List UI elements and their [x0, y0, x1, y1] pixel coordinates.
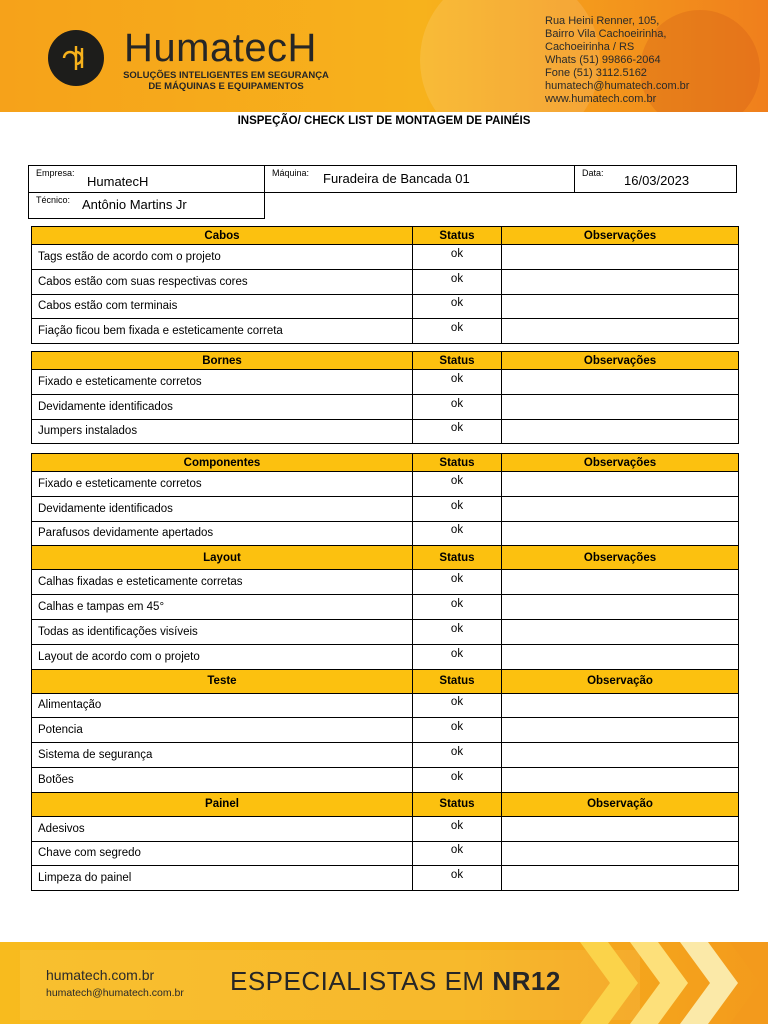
table-bornes: [31, 351, 739, 444]
observacao-cell[interactable]: [502, 570, 739, 595]
section-title: Teste: [32, 669, 413, 693]
data-label: Data:: [582, 168, 604, 178]
observacao-cell[interactable]: [502, 370, 739, 395]
item-label: Botões: [32, 767, 413, 792]
observacao-cell[interactable]: [502, 718, 739, 743]
status-cell[interactable]: ok: [413, 816, 502, 841]
empresa-field: [28, 165, 265, 193]
status-cell[interactable]: ok: [413, 866, 502, 891]
observacao-cell[interactable]: [502, 496, 739, 521]
status-cell[interactable]: ok: [413, 394, 502, 419]
observacao-cell[interactable]: [502, 319, 739, 344]
table-row: [32, 419, 739, 444]
status-cell[interactable]: ok: [413, 570, 502, 595]
table-header: [32, 792, 739, 816]
data-field: [574, 165, 737, 193]
table-row: [32, 718, 739, 743]
table-row: [32, 767, 739, 792]
status-cell[interactable]: ok: [413, 294, 502, 319]
status-header: Status: [413, 546, 502, 570]
item-label: Calhas fixadas e esteticamente corretas: [32, 570, 413, 595]
status-cell[interactable]: ok: [413, 693, 502, 718]
observacao-cell[interactable]: [502, 743, 739, 768]
table-componentes: [31, 453, 739, 891]
item-label: Layout de acordo com o projeto: [32, 644, 413, 669]
footer-banner: [0, 942, 768, 1024]
observacao-cell[interactable]: [502, 866, 739, 891]
status-header: Status: [413, 352, 502, 370]
maquina-label: Máquina:: [272, 168, 310, 178]
item-label: Fixado e esteticamente corretos: [32, 370, 413, 395]
observacao-cell[interactable]: [502, 644, 739, 669]
status-cell[interactable]: ok: [413, 419, 502, 444]
status-cell[interactable]: ok: [413, 521, 502, 546]
empresa-label: Empresa:: [36, 168, 75, 178]
table-cabos: [31, 226, 739, 344]
observacoes-header: Observações: [502, 352, 739, 370]
status-cell[interactable]: ok: [413, 319, 502, 344]
contact-line: Fone (51) 3112.5162: [545, 67, 647, 79]
table-row: [32, 245, 739, 270]
status-cell[interactable]: ok: [413, 767, 502, 792]
table-row: [32, 816, 739, 841]
data-value: 16/03/2023: [624, 173, 690, 188]
status-cell[interactable]: ok: [413, 472, 502, 497]
status-cell[interactable]: ok: [413, 743, 502, 768]
table-header: [32, 352, 739, 370]
observacao-cell[interactable]: [502, 619, 739, 644]
item-label: Fixado e esteticamente corretos: [32, 472, 413, 497]
contact-line: Whats (51) 99866-2064: [545, 54, 661, 66]
slogan-bold: NR12: [492, 966, 561, 996]
contact-email[interactable]: humatech@humatech.com.br: [545, 80, 690, 92]
table-row: [32, 319, 739, 344]
item-label: Chave com segredo: [32, 841, 413, 866]
observacao-cell[interactable]: [502, 269, 739, 294]
maquina-field: [264, 165, 575, 193]
brand-tagline: [121, 70, 331, 92]
status-cell[interactable]: ok: [413, 245, 502, 270]
tagline-line: DE MÁQUINAS E EQUIPAMENTOS: [148, 81, 304, 92]
table-row: [32, 570, 739, 595]
tecnico-field: [28, 192, 265, 219]
observacoes-header: Observações: [502, 227, 739, 245]
document-title: INSPEÇÃO/ CHECK LIST DE MONTAGEM DE PAINÉIS: [237, 115, 531, 127]
table-row: [32, 693, 739, 718]
item-label: Devidamente identificados: [32, 394, 413, 419]
observacao-cell[interactable]: [502, 245, 739, 270]
observacao-cell[interactable]: [502, 816, 739, 841]
status-header: Status: [413, 669, 502, 693]
table-row: [32, 521, 739, 546]
status-cell[interactable]: ok: [413, 841, 502, 866]
table-header: [32, 669, 739, 693]
item-label: Cabos estão com terminais: [32, 294, 413, 319]
status-header: Status: [413, 227, 502, 245]
observacao-cell[interactable]: [502, 767, 739, 792]
section-title: Bornes: [32, 352, 413, 370]
observacao-cell[interactable]: [502, 472, 739, 497]
brand-name: HumatecH: [124, 26, 317, 70]
table-row: [32, 644, 739, 669]
contact-line: Bairro Vila Cachoeirinha,: [545, 28, 667, 40]
empresa-value: HumatecH: [87, 174, 149, 189]
item-label: Fiação ficou bem fixada e esteticamente correta: [32, 319, 413, 344]
observacao-cell[interactable]: [502, 521, 739, 546]
status-cell[interactable]: ok: [413, 496, 502, 521]
observacoes-header: Observações: [502, 546, 739, 570]
status-cell[interactable]: ok: [413, 269, 502, 294]
section-title: Painel: [32, 792, 413, 816]
footer-slogan: [230, 966, 561, 997]
observacao-cell[interactable]: [502, 419, 739, 444]
table-header: [32, 227, 739, 245]
table-row: [32, 472, 739, 497]
slogan-prefix: ESPECIALISTAS EM: [230, 966, 493, 996]
contact-line: Rua Heini Renner, 105,: [545, 15, 660, 27]
humatech-logo-icon: [48, 30, 104, 86]
observacao-cell[interactable]: [502, 394, 739, 419]
contact-website[interactable]: www.humatech.com.br: [545, 93, 657, 105]
table-row: [32, 743, 739, 768]
item-label: Jumpers instalados: [32, 419, 413, 444]
status-cell[interactable]: ok: [413, 370, 502, 395]
contact-block: [545, 15, 689, 106]
table-row: [32, 595, 739, 620]
footer-website[interactable]: humatech.com.br: [46, 967, 155, 983]
table-row: [32, 619, 739, 644]
footer-email[interactable]: humatech@humatech.com.br: [46, 987, 184, 999]
item-label: Devidamente identificados: [32, 496, 413, 521]
item-label: Parafusos devidamente apertados: [32, 521, 413, 546]
table-row: [32, 841, 739, 866]
status-cell[interactable]: ok: [413, 595, 502, 620]
table-row: [32, 294, 739, 319]
observacao-cell[interactable]: [502, 294, 739, 319]
item-label: Alimentação: [32, 693, 413, 718]
status-cell[interactable]: ok: [413, 619, 502, 644]
item-label: Cabos estão com suas respectivas cores: [32, 269, 413, 294]
section-title: Componentes: [32, 454, 413, 472]
item-label: Adesivos: [32, 816, 413, 841]
table-row: [32, 496, 739, 521]
status-cell[interactable]: ok: [413, 718, 502, 743]
observacoes-header: Observação: [502, 669, 739, 693]
item-label: Calhas e tampas em 45°: [32, 595, 413, 620]
header-banner: [0, 0, 768, 112]
table-row: [32, 370, 739, 395]
status-header: Status: [413, 792, 502, 816]
item-label: Tags estão de acordo com o projeto: [32, 245, 413, 270]
contact-line: Cachoeirinha / RS: [545, 41, 635, 53]
tecnico-value: Antônio Martins Jr: [82, 197, 187, 212]
status-header: Status: [413, 454, 502, 472]
item-label: Limpeza do painel: [32, 866, 413, 891]
section-title: Cabos: [32, 227, 413, 245]
table-header: [32, 546, 739, 570]
chevron-arrows-icon: [580, 942, 768, 1024]
maquina-value: Furadeira de Bancada 01: [323, 171, 470, 186]
table-row: [32, 866, 739, 891]
item-label: Potencia: [32, 718, 413, 743]
observacao-cell[interactable]: [502, 595, 739, 620]
status-cell[interactable]: ok: [413, 644, 502, 669]
observacao-cell[interactable]: [502, 841, 739, 866]
observacoes-header: Observação: [502, 792, 739, 816]
item-label: Sistema de segurança: [32, 743, 413, 768]
item-label: Todas as identificações visíveis: [32, 619, 413, 644]
tagline-line: SOLUÇÕES INTELIGENTES EM SEGURANÇA: [123, 70, 329, 81]
observacoes-header: Observações: [502, 454, 739, 472]
table-row: [32, 394, 739, 419]
table-row: [32, 269, 739, 294]
section-title: Layout: [32, 546, 413, 570]
table-header: [32, 454, 739, 472]
tecnico-label: Técnico:: [36, 195, 71, 205]
observacao-cell[interactable]: [502, 693, 739, 718]
